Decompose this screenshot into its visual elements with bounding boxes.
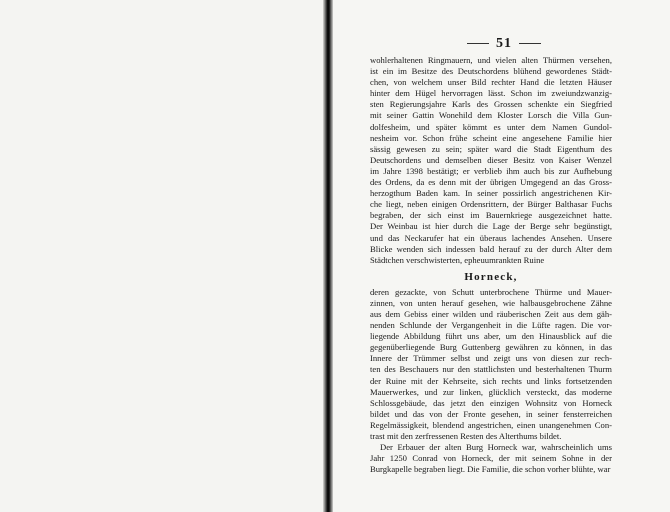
text-line: mit seiner Gattin Wonehild dem Kloster Lorsch die Villa Gun-	[370, 110, 612, 121]
paragraph-after-heading	[370, 287, 612, 476]
text-line: zinnen, von unten herauf gesehen, wie halbausgebrochene Zähne	[370, 297, 612, 308]
book-gutter	[323, 0, 333, 512]
text-line: sässig gewesen zu sein; später ward die Stadt Eigenthum des	[370, 143, 612, 154]
text-line: Regelmässigkeit, blendend angestrichen, einen unangenehmen Con-	[370, 419, 612, 430]
text-line: gegenüberliegende Burg Guttenberg gewähren zu können, in das	[370, 342, 612, 353]
text-line: deren gezackte, von Schutt unterbrochene Thürme und Mauer-	[370, 286, 612, 297]
text-line: Städtchen verschwisterten, epheuumrankten Ruine	[370, 254, 545, 265]
text-line: Der Weinbau ist hier durch die Lage der Berge sehr begünstigt,	[370, 221, 612, 232]
text-line: Blicke wenden sich indessen bald herauf zu der durch Alter dem	[370, 243, 612, 254]
text-line: Schlossgebäude, das jetzt den einzigen Wohnsitz von Horneck	[370, 397, 612, 408]
text-line: und das Neckarufer hat ein überaus lachendes Ansehen. Unsere	[370, 232, 612, 243]
text-line: dolfesheim, und später kömmt es unter dem Namen Gundol-	[370, 121, 612, 132]
page-number-text: 51	[496, 36, 512, 51]
text-line: des Ordens, da es denn mit der übrigen Umgegend an das Gross-	[370, 177, 612, 188]
text-line: ist ein im Besitze des Deutschordens blühend gewordenes Städt-	[370, 66, 612, 77]
text-line: herzogthum Baden kam. In seiner possirlich angestrichenen Kir-	[370, 188, 612, 199]
text-line: nenden Schlunde der Vergangenheit in die Lüfte ragen. Die vor-	[370, 320, 612, 331]
text-line: trast mit den zerfressenen Resten des Alterthums bildet.	[370, 431, 562, 441]
text-line: bildet und das von der Fronte gesehen, in seiner fensterreichen	[370, 408, 612, 419]
text-line: begraben, der sich einst im Bauernkriege ausgezeichnet hatte.	[370, 210, 612, 221]
text-line: Burgkapelle begraben liegt. Die Familie, die schon vorher blühte, war	[370, 464, 611, 475]
section-heading: Horneck,	[464, 270, 518, 283]
text-line: aus dem Gebiss einer wilden und räuberischen Zeit aus dem gäh-	[370, 308, 612, 319]
left-page-blank	[0, 0, 323, 512]
page-number-rule-right	[519, 43, 541, 44]
text-line: Mauerwerkes, und zur linken, glücklich versteckt, das moderne	[370, 386, 612, 397]
text-line: Deutschordens und demselben dieser Besitz von Kaiser Wenzel	[370, 154, 612, 165]
text-line: im Jahre 1398 bestätigt; er verblieb ihm auch bis zur Aufhebung	[370, 165, 612, 176]
text-line: chen, von welchem unser Bild rechter Hand die letzten Häuser	[370, 77, 612, 88]
page-number-rule-left	[467, 43, 489, 44]
paragraph-before-heading	[370, 55, 612, 266]
text-line: liegende Abbildung führt uns aber, um den Hinausblick auf die	[370, 331, 612, 342]
text-line: Innere der Trümmer selbst und zeigt uns von diesen zur rech-	[370, 353, 612, 364]
page-number	[444, 36, 564, 52]
text-line: Der Erbauer der alten Burg Horneck war, wahrscheinlich ums	[380, 442, 612, 453]
text-line: ten des Beschauers nur den stattlichsten und besterhaltenen Thurm	[370, 364, 612, 375]
text-line: nesheim vor. Schon frühe scheint eine angesehene Familie hier	[370, 132, 612, 143]
text-line: sten Regierungsjahre Karls des Grossen schenkte ein Siegfried	[370, 99, 612, 110]
body-text	[370, 55, 612, 475]
text-line: che liegt, neben einigen Ordensrittern, der Bürger Balthasar Fuchs	[370, 199, 612, 210]
text-line: wohlerhaltenen Ringmauern, und vielen alten Thürmen versehen,	[370, 55, 612, 65]
text-line: hinter dem Hügel hervorragen lässt. Schon im zweiundzwanzig-	[370, 88, 612, 99]
text-line: der Ruine mit der Kehrseite, sich rechts und links fortsetzenden	[370, 375, 612, 386]
text-line: Jahr 1250 Conrad von Horneck, der mit seinem Sohne in der	[370, 453, 612, 464]
